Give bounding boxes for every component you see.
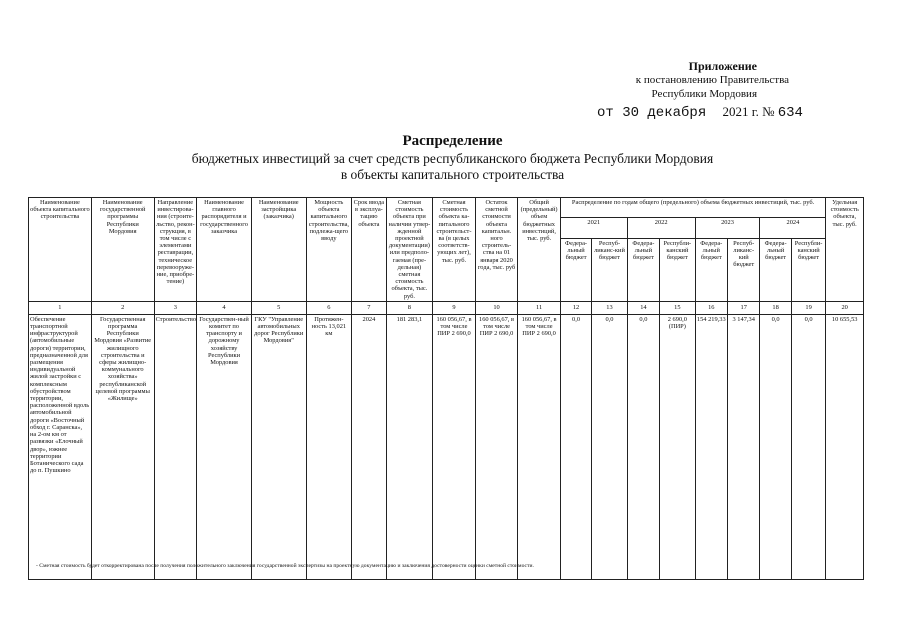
rep-2021-cell: 0,0 <box>592 314 627 579</box>
col-num: 17 <box>728 301 760 314</box>
appendix-line-2: Республики Мордовия <box>651 88 757 100</box>
header-c9: Сметная стоимость объекта ка-питального строительст-ва (в целых соответств-ующих лет), тыс. руб. <box>433 198 476 302</box>
document-subtitle-2: в объекты капитального строительства <box>340 167 565 182</box>
col-num: 7 <box>352 301 386 314</box>
column-number-row <box>29 301 864 314</box>
rep-2023-cell: 3 147,34 <box>728 314 760 579</box>
appendix-line-1: к постановлению Правительства <box>635 74 789 86</box>
col-num: 10 <box>475 301 518 314</box>
fed-2023-cell: 154 219,33 <box>695 314 727 579</box>
header-row-1 <box>29 198 864 218</box>
header-fed-2022: Федера-льный бюджет <box>627 238 659 301</box>
header-c20: Удельная стоимость объекта, тыс. руб. <box>826 198 864 302</box>
col-num: 12 <box>560 301 591 314</box>
col-num: 20 <box>826 301 864 314</box>
col-num: 2 <box>91 301 154 314</box>
date-text: от 30 декабря <box>597 105 707 121</box>
estimated-cost-cell: 181 283,1 <box>386 314 433 579</box>
fed-2021-cell: 0,0 <box>560 314 591 579</box>
fed-2024-cell: 0,0 <box>760 314 791 579</box>
header-c11: Общий (предельный) объем бюджетных инвестиций, тыс. руб. <box>518 198 561 302</box>
col-num: 16 <box>695 301 727 314</box>
header-rep-2022: Республи-канский бюджет <box>660 238 695 301</box>
rep-2024-cell: 0,0 <box>791 314 826 579</box>
total-investment-cell: 160 056,67, в том числе ПИР 2 690,0 <box>518 314 561 579</box>
header-year-2024: 2024 <box>760 218 826 238</box>
header-c1: Наименование объекта капитального строительства <box>29 198 92 302</box>
document-subtitle-1: бюджетных инвестиций за счет средств республиканского бюджета Республики Мордовия <box>191 151 714 166</box>
direction-cell: Строительство <box>154 314 197 579</box>
program-cell: Государственная программа Республики Мордовия «Развитие жилищного строительства и сферы жилищно-коммунального хозяйства» республиканской целевой программы «Жилище» <box>91 314 154 579</box>
cost-cell: 160 056,67, в том числе ПИР 2 690,0 <box>433 314 476 579</box>
header-year-2022: 2022 <box>627 218 695 238</box>
col-num: 8 <box>386 301 433 314</box>
document-title: Распределение <box>402 133 503 149</box>
doc-number: 634 <box>777 105 803 121</box>
header-c6: Мощность объекта капитального строительства, подлежа-щего вводу <box>306 198 352 302</box>
header-c4: Наименование главного распорядителя и государственного заказчика <box>197 198 252 302</box>
col-num: 13 <box>592 301 627 314</box>
unit-cost-cell: 10 655,53 <box>826 314 864 579</box>
header-year-2023: 2023 <box>695 218 760 238</box>
col-num: 3 <box>154 301 197 314</box>
header-fed-2021: Федера-льный бюджет <box>560 238 591 301</box>
col-num: 5 <box>251 301 306 314</box>
capacity-cell: Протяжен-ность 13,021 км <box>306 314 352 579</box>
appendix-date <box>597 104 803 121</box>
commissioning-cell: 2024 <box>352 314 386 579</box>
header-rep-2021: Респуб-ликанс-кий бюджет <box>592 238 627 301</box>
col-num: 6 <box>306 301 352 314</box>
col-num: 14 <box>627 301 659 314</box>
col-num: 11 <box>518 301 561 314</box>
fed-2022-cell: 0,0 <box>627 314 659 579</box>
remainder-cell: 160 056,67, в том числе ПИР 2 690,0 <box>475 314 518 579</box>
distributor-cell: Государствен-ный комитет по транспорту и дорожному хозяйству Республики Мордовия <box>197 314 252 579</box>
col-num: 15 <box>660 301 695 314</box>
header-year-2021: 2021 <box>560 218 627 238</box>
col-num: 19 <box>791 301 826 314</box>
object-name-cell: Обеспечение транспортной инфраструктурой (автомобильные дороги) территории, предназначенной для размещения индивидуальной жилой застройки с комплексным обустройством территории, расположенной вдоль автомобильной дороги «Восточный обход г. Саранска», на 2-ом км от развязки «Елочный двор», южнее территории Ботанического сада до п. Пушкино <box>29 314 92 579</box>
header-distribution: Распределение по годам общего (предельного) объема бюджетных инвестиций, тыс. руб. <box>560 198 826 218</box>
investment-table <box>28 197 864 580</box>
year-no: 2021 г. № <box>722 104 775 119</box>
rep-2022-cell: 2 690,0 (ПИР) <box>660 314 695 579</box>
col-num: 18 <box>760 301 791 314</box>
developer-cell: ГКУ "Управление автомобильных дорог Республики Мордовия" <box>251 314 306 579</box>
header-c2: Наименование государственной программы Республики Мордовия <box>91 198 154 302</box>
header-c8: Сметная стоимость объекта при наличии утвер-жденной проектной документации) или предполо-гаемая (пре-дельная) сметная стоимость объекта, тыс. руб. <box>386 198 433 302</box>
header-c5: Наименование застройщика (заказчика) <box>251 198 306 302</box>
header-rep-2024: Республи-канский бюджет <box>791 238 826 301</box>
header-c3: Направление инвестирова-ния (строите-льство, рекон-струкция, в том числе с элементами реставрации, техническое перевооруже-ние, приобре-тение) <box>154 198 197 302</box>
col-num: 9 <box>433 301 476 314</box>
header-rep-2023: Респуб-ликанс-кий бюджет <box>728 238 760 301</box>
header-c7: Срок ввода в эксплуа-тацию объекта <box>352 198 386 302</box>
header-c10: Остаток сметной стоимости объекта капитальн. ного строитель-ства на 01 января 2020 года, тыс. руб <box>475 198 518 302</box>
table-row <box>29 314 864 579</box>
header-fed-2023: Федера-льный бюджет <box>695 238 727 301</box>
col-num: 4 <box>197 301 252 314</box>
col-num: 1 <box>29 301 92 314</box>
footnote: - Сметная стоимость будет откорректирована после получения положительного заключения государственной экспертизы на проектную документацию и заключения достоверности оценки сметной стоимости. <box>36 563 534 569</box>
header-fed-2024: Федера-льный бюджет <box>760 238 791 301</box>
appendix-title: Приложение <box>688 59 757 73</box>
